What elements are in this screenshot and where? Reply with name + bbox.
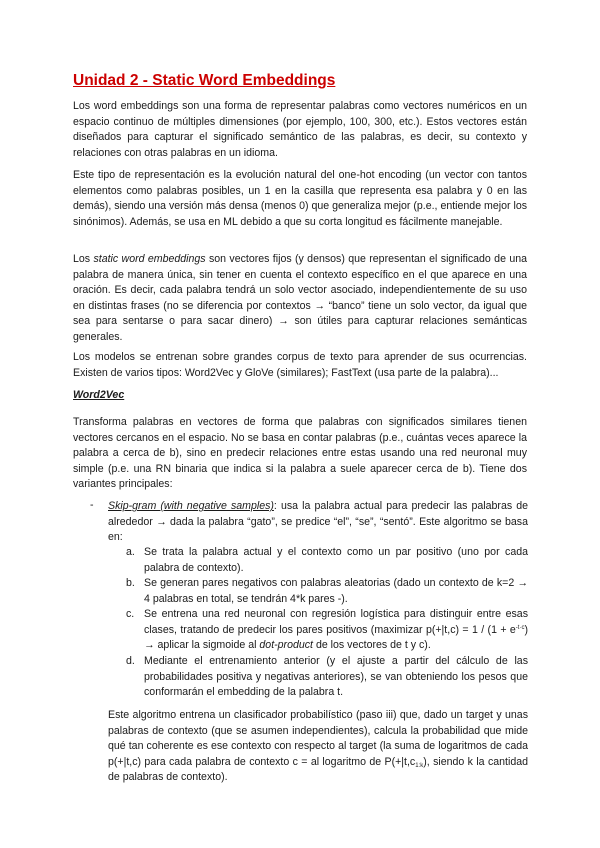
step-letter: d. [126, 655, 135, 667]
subscript: 1:k [415, 762, 424, 769]
step-c [144, 607, 528, 654]
page-title: Unidad 2 - Static Word Embeddings [73, 72, 336, 89]
classifier-paragraph [108, 708, 528, 786]
text-run: : usa la palabra actual para predecir las palabras de alrededor → dada la palabra “gato”, se predice “el”, “se”, “sentó”. Este algoritmo se basa en: [108, 500, 528, 543]
text-run: ), siendo k la cantidad de palabras de contexto). [108, 755, 528, 783]
models-paragraph: Los modelos se entrenan sobre grandes corpus de texto para aprender de sus ocurrencias. Existen de varios tipos: Word2Vec y GloVe (similares); FastText (usa parte de la palabra)... [73, 351, 527, 379]
exponent: -t·c [515, 624, 525, 631]
step-letter: c. [126, 608, 135, 620]
step-letter: a. [126, 546, 135, 558]
step-a: Se trata la palabra actual y el contexto como un par positivo (uno por cada palabra de contexto). [144, 546, 528, 574]
intro-paragraph: Los word embeddings son una forma de representar palabras como vectores numéricos en un espacio continuo de múltiples dimensiones (por ejemplo, 100, 300, etc.). Estos vectores están diseñados para capturar el significado semántico de las palabras, es decir, su contexto y relaciones con otras palabras en un idioma. [73, 100, 527, 159]
text-run: Los [73, 253, 94, 265]
bullet-dash: - [90, 499, 94, 511]
step-d: Mediante el entrenamiento anterior (y el ajuste a partir del cálculo de las probabilidades positiva y negativas anteriores), se van obteniendo los pesos que conformarán el embedding de la palabra t. [144, 655, 528, 698]
text-run: de los vectores de t y c). [313, 639, 431, 651]
word2vec-paragraph: Transforma palabras en vectores de forma que palabras con significados similares tienen vectores cercanos en el espacio. No se basa en contar palabras (p.e., cuántas veces aparece la palabra a cerca de b), sino en predecir relaciones entre estas usando una red neuronal muy simple (p.e. una RN binaria que indica si la palabra a suele aparecer cerca de b). Tiene dos variantes principales: [73, 416, 527, 490]
step-b: Se generan pares negativos con palabras aleatorias (dado un contexto de k=2 → 4 palabras en total, se tendrán 4*k pares -). [144, 577, 528, 605]
emphasis-term: static word embeddings [93, 253, 206, 265]
text-run: son vectores fijos (y densos) que representan el significado de una palabra de manera única, sin tener en cuenta el contexto específico en el que aparece en una oración. Es decir, cada palabra tendrá un solo vector asociado, independientemente de su uso en distintas frases (no se diferencia por contextos → “banco” tiene un solo vector, da igual que sea para sentarse o para sacar dinero) → son útiles para capturar relaciones semánticas generales. [73, 253, 528, 343]
text-run: ) → aplicar la sigmoide al [144, 623, 528, 651]
section-heading-word2vec: Word2Vec [73, 389, 125, 401]
one-hot-paragraph: Este tipo de representación es la evolución natural del one-hot encoding (un vector con tantos elementos como palabras posibles, un 1 en la casilla que representa esa palabra y 0 en las demás), siendo una versión más densa (menos 0) que generaliza mejor (p.e., entiende mejor los sinónimos). Además, se usa en ML debido a que su corta longitud es fácilmente manejable. [73, 169, 528, 228]
skip-gram-term: Skip-gram (with negative samples) [108, 500, 274, 512]
skip-gram-bullet [108, 499, 528, 546]
emphasis-term: dot-product [259, 639, 313, 651]
static-embeddings-paragraph [73, 252, 527, 345]
text-run: Este algoritmo entrena un clasificador probabilístico (paso iii) que, dado un target y unas palabras de contexto (que se asumen independientes), calcula la probabilidad que mide qué tan coherente es ese contexto con respecto al target (la suma de logaritmos de cada p(+|t,c) para cada palabra de contexto c = al logaritmo de P(+|t,c [108, 709, 528, 768]
step-letter: b. [126, 577, 135, 589]
text-run: Se entrena una red neuronal con regresión logística para distinguir entre esas clases, tratando de predecir los pares positivos (maximizar p(+|t,c) = 1 / (1 + e [144, 608, 528, 636]
